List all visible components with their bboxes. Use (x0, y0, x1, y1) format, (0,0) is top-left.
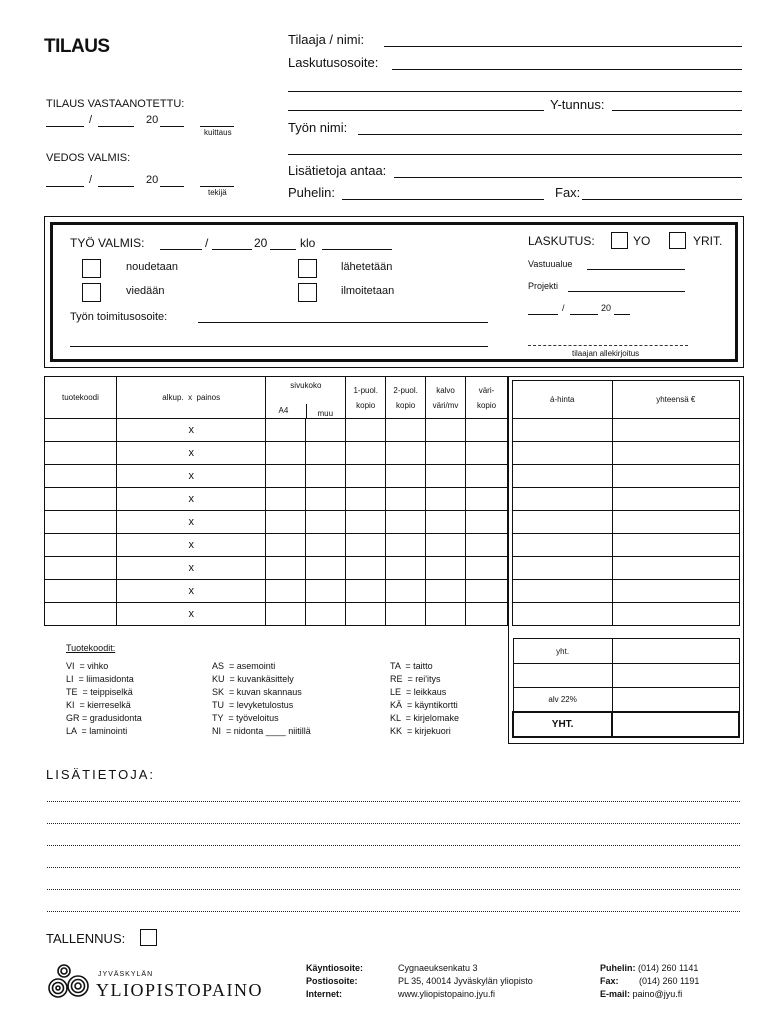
product-code-header: tuotekoodi (61, 393, 99, 402)
table-cell[interactable] (346, 557, 386, 580)
unit-price-cell[interactable] (513, 534, 613, 557)
table-cell[interactable] (306, 442, 346, 465)
product-code-item: LE = leikkaus (390, 687, 447, 697)
date-separator: / (205, 236, 209, 250)
table-cell[interactable] (466, 557, 508, 580)
sum-cell[interactable] (612, 639, 739, 664)
table-cell[interactable] (466, 419, 508, 442)
fax-field[interactable] (582, 199, 742, 200)
grand-total-cell[interactable] (612, 712, 739, 737)
film-header-bottom: väri/mv (432, 400, 459, 410)
billing-yo-label: YO (633, 234, 651, 248)
total-header: yhteensä € (656, 395, 696, 404)
page-size-divider (306, 404, 307, 419)
footer-fax-value: (014) 260 1191 (639, 976, 700, 986)
times-mark: x (188, 424, 194, 436)
bring-checkbox[interactable] (82, 283, 101, 302)
orderer-label: Tilaaja / nimi: (288, 32, 365, 47)
billing-address-field[interactable] (392, 69, 742, 70)
product-code-item: GR = gradusidonta (66, 713, 142, 723)
notes-line[interactable] (47, 845, 740, 846)
maker-caption: tekijä (208, 188, 227, 197)
one-side-header-bottom: kopio (356, 400, 376, 410)
table-cell[interactable] (386, 442, 426, 465)
price-row (513, 580, 740, 603)
price-row (513, 603, 740, 626)
responsibility-field[interactable] (587, 269, 685, 270)
proof-month-field[interactable] (98, 186, 134, 187)
unit-price-cell[interactable] (513, 603, 613, 626)
product-code-item: LI = liimasidonta (66, 674, 134, 684)
table-cell[interactable] (306, 488, 346, 511)
product-code-item: KL = kirjelomake (390, 713, 459, 723)
receipt-caption: kuittaus (204, 128, 232, 137)
footer-phone-label: Puhelin: (600, 963, 636, 973)
row-total-cell[interactable] (612, 534, 739, 557)
unit-price-cell[interactable] (513, 488, 613, 511)
table-cell[interactable] (346, 511, 386, 534)
totals-table (512, 638, 740, 738)
times-mark: x (188, 493, 194, 505)
table-row (45, 488, 508, 511)
notes-line[interactable] (47, 823, 740, 824)
table-cell[interactable] (386, 557, 426, 580)
table-cell[interactable] (466, 465, 508, 488)
footer-labels (306, 962, 363, 1001)
job-name-label: Työn nimi: (288, 120, 348, 135)
table-cell[interactable] (466, 603, 508, 626)
product-code-item: TA = taitto (390, 661, 433, 671)
price-row (513, 465, 740, 488)
table-cell[interactable] (45, 488, 117, 511)
table-cell[interactable] (45, 534, 117, 557)
table-cell[interactable] (116, 488, 266, 511)
product-code-item: TU = levyketulostus (212, 700, 294, 710)
order-received-label: TILAUS VASTAANOTETTU: (46, 98, 185, 110)
price-row (513, 534, 740, 557)
receipt-signature-field[interactable] (200, 126, 234, 127)
table-cell[interactable] (386, 419, 426, 442)
business-id-field[interactable] (612, 110, 742, 111)
table-row (45, 557, 508, 580)
table-cell[interactable] (116, 419, 266, 442)
price-row (513, 442, 740, 465)
table-cell[interactable] (466, 534, 508, 557)
notes-line[interactable] (47, 801, 740, 802)
table-cell[interactable] (266, 557, 306, 580)
table-cell[interactable] (306, 603, 346, 626)
more-info-label: Lisätietoja antaa: (288, 163, 387, 178)
two-side-header-bottom: kopio (396, 400, 416, 410)
table-cell[interactable] (466, 511, 508, 534)
table-cell[interactable] (346, 603, 386, 626)
delivery-address-label: Työn toimitusosoite: (70, 311, 168, 323)
table-cell[interactable] (116, 603, 266, 626)
project-label: Projekti (528, 281, 559, 291)
table-row (45, 419, 508, 442)
table-cell[interactable] (45, 419, 117, 442)
table-cell[interactable] (386, 511, 426, 534)
grand-total-label: YHT. (551, 718, 574, 730)
table-row (45, 580, 508, 603)
product-code-item: KI = kierreselkä (66, 700, 131, 710)
proof-day-field[interactable] (46, 186, 84, 187)
footer-fax-label: Fax: (600, 976, 619, 986)
sign-year-prefix: 20 (601, 303, 612, 313)
date-separator: / (89, 114, 93, 126)
table-row (45, 534, 508, 557)
footer-email-label: E-mail: (600, 989, 631, 999)
unit-price-cell[interactable] (513, 580, 613, 603)
postal-address: PL 35, 40014 Jyväskylän yliopisto (398, 976, 533, 986)
table-cell[interactable] (266, 580, 306, 603)
times-mark: x (188, 585, 194, 597)
unit-price-cell[interactable] (513, 511, 613, 534)
row-total-cell[interactable] (612, 442, 739, 465)
color-header-top: väri- (478, 385, 495, 395)
color-header-bottom: kopio (476, 400, 497, 410)
table-cell[interactable] (426, 603, 466, 626)
table-cell[interactable] (466, 442, 508, 465)
price-row (513, 557, 740, 580)
table-row (45, 442, 508, 465)
table-cell[interactable] (466, 580, 508, 603)
footer-email-value[interactable]: paino@jyu.fi (632, 989, 683, 999)
received-year-prefix: 20 (146, 114, 159, 126)
table-cell[interactable] (266, 603, 306, 626)
table-cell[interactable] (386, 580, 426, 603)
table-cell[interactable] (426, 442, 466, 465)
product-code-item: NI = nidonta ____ niitillä (212, 726, 311, 736)
responsibility-label: Vastuualue (528, 259, 573, 269)
unit-price-cell[interactable] (513, 557, 613, 580)
product-code-item: AS = asemointi (212, 661, 276, 671)
fax-label: Fax: (555, 185, 581, 200)
unit-price-cell[interactable] (513, 419, 613, 442)
notes-title: LISÄTIETOJA: (46, 767, 156, 782)
table-cell[interactable] (346, 580, 386, 603)
internet-label: Internet: (306, 989, 342, 999)
visit-label: Käyntiosoite: (306, 963, 364, 973)
empty-cell (513, 664, 612, 688)
sum-label: yht. (556, 646, 570, 656)
film-header-top: kalvo (436, 385, 455, 395)
table-cell[interactable] (386, 465, 426, 488)
table-cell[interactable] (116, 465, 266, 488)
product-code-item: SK = kuvan skannaus (212, 687, 302, 697)
table-cell[interactable] (45, 557, 117, 580)
billing-address-label: Laskutusosoite: (288, 55, 379, 70)
logo-small-text: JYVÄSKYLÄN (98, 971, 154, 978)
table-cell[interactable] (306, 511, 346, 534)
vat-cell[interactable] (612, 688, 739, 712)
table-cell[interactable] (266, 488, 306, 511)
table-cell[interactable] (266, 465, 306, 488)
table-cell[interactable] (116, 442, 266, 465)
product-code-item: LA = laminointi (66, 726, 128, 736)
billing-company-checkbox[interactable] (669, 232, 686, 249)
notes-line[interactable] (47, 889, 740, 890)
received-day-field[interactable] (46, 126, 84, 127)
order-table (44, 376, 508, 626)
table-cell[interactable] (266, 511, 306, 534)
more-info-field[interactable] (394, 177, 742, 178)
unit-price-header: á-hinta (550, 395, 575, 404)
form-title: TILAUS (44, 36, 110, 57)
phone-label: Puhelin: (288, 185, 335, 200)
ready-year-field[interactable] (270, 249, 296, 250)
table-cell[interactable] (266, 442, 306, 465)
table-cell[interactable] (116, 511, 266, 534)
website-link[interactable]: www.yliopistopaino.jyu.fi (398, 989, 496, 999)
table-cell[interactable] (426, 465, 466, 488)
work-ready-label: TYÖ VALMIS: (70, 236, 145, 250)
table-cell[interactable] (45, 603, 117, 626)
table-cell[interactable] (426, 488, 466, 511)
billing-yo-checkbox[interactable] (611, 232, 628, 249)
times-mark: x (188, 516, 194, 528)
delivery-address-field-2[interactable] (70, 346, 488, 347)
table-cell[interactable] (426, 580, 466, 603)
product-code-item: KÄ = käyntikortti (390, 700, 458, 710)
table-cell[interactable] (306, 534, 346, 557)
send-label: lähetetään (341, 261, 393, 273)
row-total-cell[interactable] (612, 465, 739, 488)
product-code-item: TE = teippiselkä (66, 687, 133, 697)
footer-contact (600, 962, 699, 1001)
row-total-cell[interactable] (612, 419, 739, 442)
price-table (512, 380, 740, 626)
maker-signature-field[interactable] (200, 186, 234, 187)
unit-price-cell[interactable] (513, 442, 613, 465)
unit-price-cell[interactable] (513, 465, 613, 488)
signature-caption: tilaajan allekirjoitus (572, 349, 640, 358)
billing-label: LASKUTUS: (528, 234, 595, 248)
orderer-field[interactable] (384, 46, 742, 47)
notes-line[interactable] (47, 911, 740, 912)
two-side-header-top: 2-puol. (393, 385, 418, 395)
times-mark: x (188, 447, 194, 459)
bring-label: viedään (126, 285, 165, 297)
codes-column-1 (66, 660, 142, 738)
table-row (45, 511, 508, 534)
print-run-header: painos (196, 393, 221, 402)
table-row (45, 603, 508, 626)
table-cell[interactable] (306, 419, 346, 442)
product-code-item: KU = kuvankäsittely (212, 674, 294, 684)
received-month-field[interactable] (98, 126, 134, 127)
send-checkbox[interactable] (298, 259, 317, 278)
ready-month-field[interactable] (212, 249, 252, 250)
row-total-cell[interactable] (612, 488, 739, 511)
ready-year-prefix: 20 (254, 236, 268, 250)
table-cell[interactable] (116, 534, 266, 557)
business-id-label: Y-tunnus: (550, 97, 605, 112)
table-cell[interactable] (346, 534, 386, 557)
price-row (513, 488, 740, 511)
job-name-field[interactable] (358, 134, 742, 135)
times-mark: x (188, 470, 194, 482)
times-header: x (188, 393, 193, 402)
table-cell[interactable] (346, 419, 386, 442)
postal-label: Postiosoite: (306, 976, 358, 986)
table-row (45, 465, 508, 488)
table-cell[interactable] (306, 580, 346, 603)
footer-values (398, 962, 533, 1001)
table-cell[interactable] (45, 442, 117, 465)
received-year-field[interactable] (160, 126, 184, 127)
table-cell[interactable] (346, 488, 386, 511)
footer-phone-value: (014) 260 1141 (638, 963, 699, 973)
product-code-item: KK = kirjekuori (390, 726, 451, 736)
table-cell[interactable] (116, 557, 266, 580)
table-cell[interactable] (426, 534, 466, 557)
codes-column-3 (390, 660, 459, 738)
table-cell[interactable] (266, 419, 306, 442)
sign-day-field[interactable] (528, 314, 558, 315)
times-mark: x (188, 608, 194, 620)
pickup-label: noudetaan (126, 261, 178, 273)
time-field[interactable] (322, 249, 392, 250)
proof-ready-label: VEDOS VALMIS: (46, 152, 131, 164)
delivery-address-field[interactable] (198, 322, 488, 323)
codes-column-2 (212, 660, 311, 738)
table-cell[interactable] (346, 442, 386, 465)
row-total-cell[interactable] (612, 603, 739, 626)
proof-year-prefix: 20 (146, 174, 159, 186)
codes-title: Tuotekoodit: (66, 643, 116, 653)
table-header-row (45, 377, 508, 419)
logo-spiral-icon (46, 962, 94, 1000)
table-cell[interactable] (386, 488, 426, 511)
table-cell[interactable] (386, 534, 426, 557)
table-cell[interactable] (426, 557, 466, 580)
other-header: muu (317, 409, 334, 418)
billing-address-field-2[interactable] (288, 91, 742, 92)
notify-checkbox[interactable] (298, 283, 317, 302)
table-cell[interactable] (45, 465, 117, 488)
date-separator: / (89, 174, 93, 186)
table-cell[interactable] (266, 534, 306, 557)
billing-company-label: YRIT. (693, 234, 723, 248)
table-cell[interactable] (346, 465, 386, 488)
table-cell[interactable] (386, 603, 426, 626)
vat-label: alv 22% (548, 694, 577, 704)
signature-field[interactable] (528, 345, 688, 346)
product-code-item: TY = työveloitus (212, 713, 279, 723)
notes-line[interactable] (47, 867, 740, 868)
table-cell[interactable] (45, 511, 117, 534)
visit-address: Cygnaeuksenkatu 3 (398, 963, 478, 973)
table-cell[interactable] (306, 557, 346, 580)
page-size-header: sivukoko (290, 381, 322, 390)
empty-cell[interactable] (612, 664, 739, 688)
time-label: klo (300, 236, 316, 250)
job-name-field-2[interactable] (288, 154, 742, 155)
times-mark: x (188, 539, 194, 551)
product-code-item: VI = vihko (66, 661, 109, 671)
project-field[interactable] (568, 291, 685, 292)
notify-label: ilmoitetaan (341, 285, 395, 297)
a4-header: A4 (278, 406, 289, 415)
phone-field[interactable] (342, 199, 544, 200)
ready-day-field[interactable] (160, 249, 202, 250)
proof-year-field[interactable] (160, 186, 184, 187)
table-cell[interactable] (116, 580, 266, 603)
table-cell[interactable] (45, 580, 117, 603)
price-row (513, 419, 740, 442)
table-cell[interactable] (426, 419, 466, 442)
sign-year-field[interactable] (614, 314, 630, 315)
billing-address-field-3[interactable] (288, 110, 544, 111)
date-separator: / (562, 303, 565, 313)
sign-month-field[interactable] (570, 314, 598, 315)
table-cell[interactable] (426, 511, 466, 534)
original-header: alkup. (162, 393, 184, 402)
times-mark: x (188, 562, 194, 574)
price-row (513, 511, 740, 534)
save-label: TALLENNUS: (46, 931, 126, 946)
save-checkbox[interactable] (140, 929, 157, 946)
row-total-cell[interactable] (612, 511, 739, 534)
table-cell[interactable] (466, 488, 508, 511)
one-side-header-top: 1-puol. (353, 385, 378, 395)
row-total-cell[interactable] (612, 557, 739, 580)
product-code-item: RE = rei'itys (390, 674, 441, 684)
table-cell[interactable] (306, 465, 346, 488)
pickup-checkbox[interactable] (82, 259, 101, 278)
row-total-cell[interactable] (612, 580, 739, 603)
logo-text: YLIOPISTOPAINO (96, 980, 264, 1000)
